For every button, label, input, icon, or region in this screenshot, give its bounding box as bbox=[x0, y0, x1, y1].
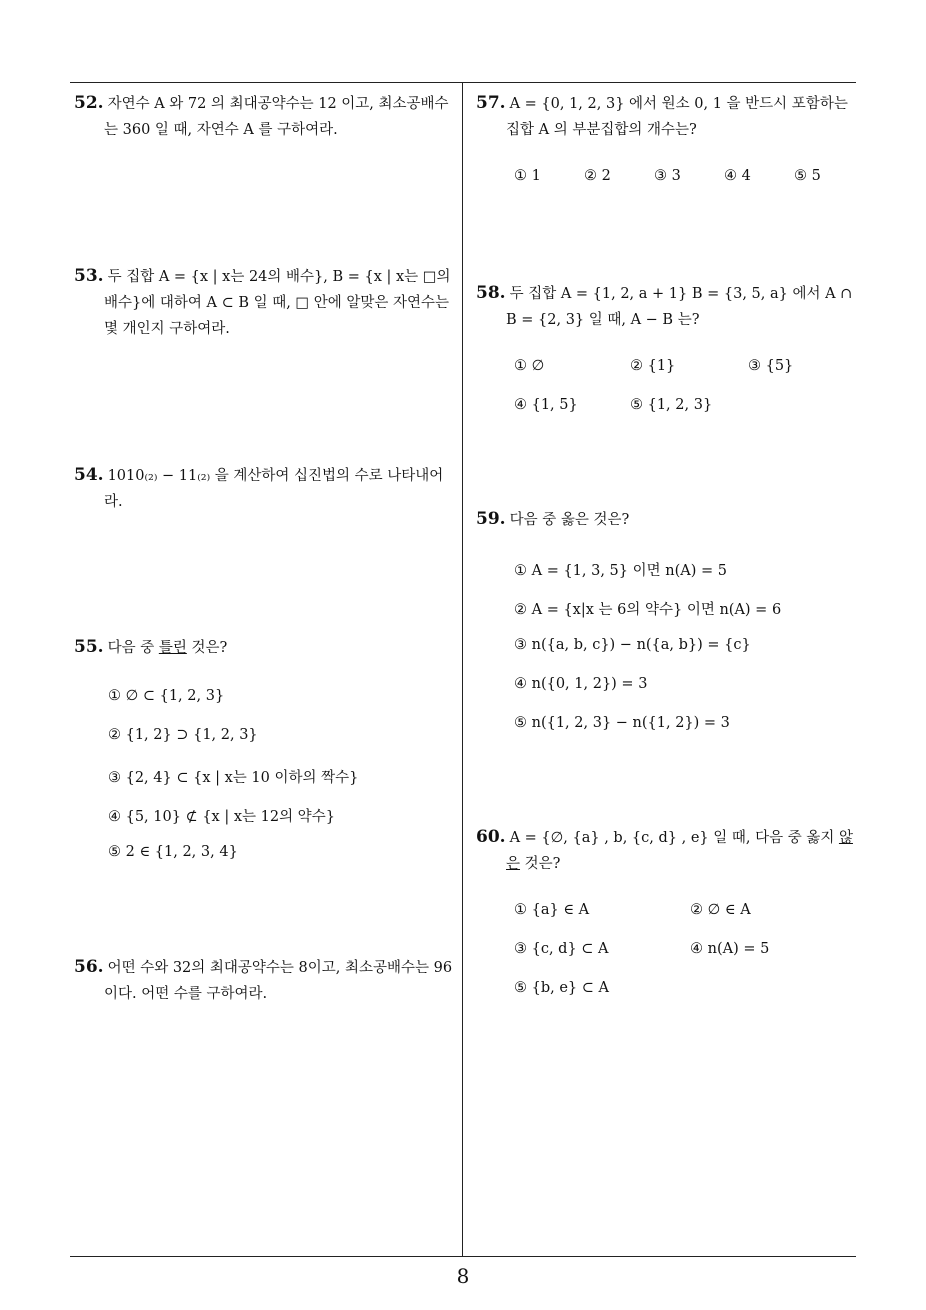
question-number: 57. bbox=[476, 93, 506, 113]
question-number: 55. bbox=[74, 637, 104, 657]
choice: ③ 3 bbox=[654, 168, 681, 184]
bottom-rule bbox=[70, 1256, 856, 1257]
question-text-end: 것은? bbox=[520, 856, 561, 872]
choice: ① ∅ bbox=[514, 358, 545, 374]
question-text: 다음 중 옳은 것은? bbox=[509, 512, 630, 528]
choice: ④ 4 bbox=[724, 168, 751, 184]
choice: ⑤ 5 bbox=[794, 168, 821, 184]
question-number: 58. bbox=[476, 283, 506, 303]
question-56 bbox=[74, 954, 456, 1007]
choice: ② 2 bbox=[584, 168, 611, 184]
choice: ④ n(A) = 5 bbox=[690, 941, 770, 957]
column-divider bbox=[462, 82, 463, 1256]
choice: ③ {5} bbox=[748, 358, 794, 374]
question-text: 1010₍₂₎ − 11₍₂₎ 을 계산하여 십진법의 수로 나타내어라. bbox=[104, 468, 444, 510]
question-text: A = {0, 1, 2, 3} 에서 원소 0, 1 을 반드시 포함하는 집합 A 의 부분집합의 개수는? bbox=[506, 96, 848, 138]
question-text: 어떤 수와 32의 최대공약수는 8이고, 최소공배수는 96이다. 어떤 수를 구하여라. bbox=[104, 960, 453, 1002]
choice: ① 1 bbox=[514, 168, 541, 184]
choice: ④ n({0, 1, 2}) = 3 bbox=[514, 676, 648, 692]
question-53 bbox=[74, 263, 456, 342]
question-number: 54. bbox=[74, 465, 104, 485]
choice: ② {1} bbox=[630, 358, 676, 374]
question-text: 다음 중 bbox=[107, 640, 159, 656]
choice: ② {1, 2} ⊃ {1, 2, 3} bbox=[108, 727, 258, 743]
question-text: 자연수 A 와 72 의 최대공약수는 12 이고, 최소공배수는 360 일 때, 자연수 A 를 구하여라. bbox=[104, 96, 449, 138]
question-text: A = {∅, {a} , b, {c, d} , e} 일 때, 다음 중 옳지 bbox=[509, 830, 839, 846]
question-number: 53. bbox=[74, 266, 104, 286]
choice: ② A = {x|x 는 6의 약수} 이면 n(A) = 6 bbox=[514, 602, 782, 618]
choice: ③ n({a, b, c}) − n({a, b}) = {c} bbox=[514, 637, 751, 653]
page-number: 8 bbox=[456, 1264, 470, 1288]
question-52 bbox=[74, 90, 456, 143]
choice: ⑤ {b, e} ⊂ A bbox=[514, 980, 609, 996]
choice: ③ {c, d} ⊂ A bbox=[514, 941, 609, 957]
question-text: 두 집합 A = {x | x는 24의 배수}, B = {x | x는 □의 배수}에 대하여 A ⊂ B 일 때, □ 안에 알맞은 자연수는 몇 개인지 구하여라. bbox=[104, 269, 451, 337]
question-number: 52. bbox=[74, 93, 104, 113]
question-57 bbox=[476, 90, 860, 143]
question-54 bbox=[74, 462, 456, 515]
question-number: 60. bbox=[476, 827, 506, 847]
choice: ③ {2, 4} ⊂ {x | x는 10 이하의 짝수} bbox=[108, 770, 359, 786]
choice: ⑤ {1, 2, 3} bbox=[630, 397, 713, 413]
choice: ⑤ 2 ∈ {1, 2, 3, 4} bbox=[108, 844, 238, 860]
question-60 bbox=[476, 824, 860, 877]
top-rule bbox=[70, 82, 856, 83]
choice: ④ {1, 5} bbox=[514, 397, 578, 413]
question-text: 두 집합 A = {1, 2, a + 1} B = {3, 5, a} 에서 A ∩ B = {2, 3} 일 때, A − B 는? bbox=[506, 286, 853, 328]
question-58 bbox=[476, 280, 860, 333]
question-number: 56. bbox=[74, 957, 104, 977]
question-55 bbox=[74, 634, 456, 661]
choice: ④ {5, 10} ⊄ {x | x는 12의 약수} bbox=[108, 809, 335, 825]
underlined-word: 틀린 bbox=[158, 640, 187, 656]
choice: ① ∅ ⊂ {1, 2, 3} bbox=[108, 688, 225, 704]
question-text-end: 것은? bbox=[186, 640, 228, 656]
question-number: 59. bbox=[476, 509, 506, 529]
choice: ⑤ n({1, 2, 3} − n({1, 2}) = 3 bbox=[514, 715, 730, 731]
choice: ② ∅ ∈ A bbox=[690, 902, 751, 918]
choice: ① A = {1, 3, 5} 이면 n(A) = 5 bbox=[514, 563, 727, 579]
underlined-word: 않은 bbox=[506, 830, 853, 872]
question-59 bbox=[476, 506, 860, 533]
choice: ① {a} ∈ A bbox=[514, 902, 590, 918]
